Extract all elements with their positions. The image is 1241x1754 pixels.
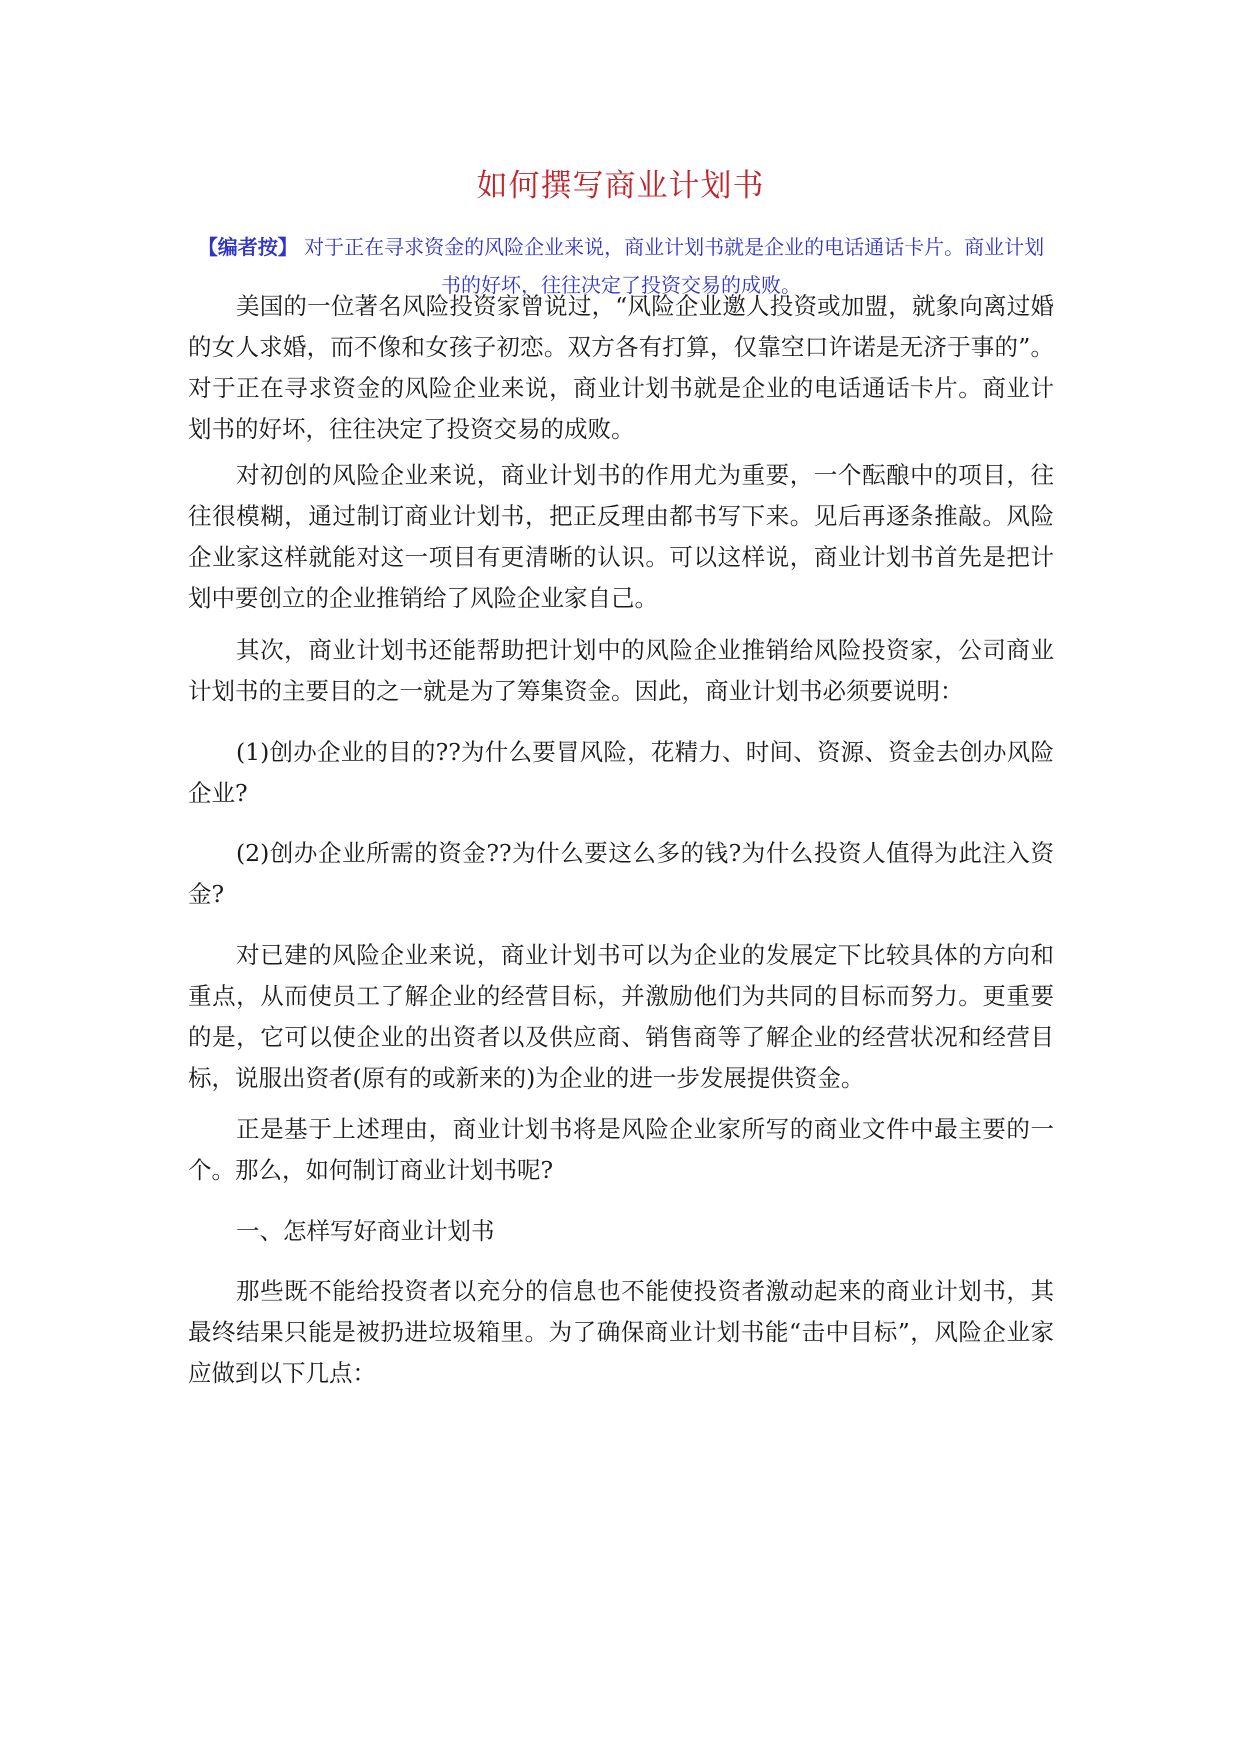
paragraph-point-1: (1)创办企业的目的??为什么要冒风险，花精力、时间、资源、资金去创办风险企业? <box>188 738 1054 807</box>
editor-note-text: 对于正在寻求资金的风险企业来说，商业计划书就是企业的电话通话卡片。商业计划书的好坏，往往决定了投资交易的成败。 <box>304 235 1045 297</box>
paragraph-established: 对已建的风险企业来说，商业计划书可以为企业的发展定下比较具体的方向和重点，从而使员工了解企业的经营目标，并激励他们为共同的目标而努力。更重要的是，它可以使企业的出资者以及供应商、销售商等了解企业的经营状况和经营目标，说服出资者(原有的或新来的)为企业的进一步发展提供资金。 <box>188 941 1054 1092</box>
editor-note-tag: 【编者按】 <box>197 235 298 259</box>
paragraph-intro: 美国的一位著名风险投资家曾说过，“风险企业邀人投资或加盟，就象向离过婚的女人求婚，而不像和女孩子初恋。双方各有打算，仅靠空口许诺是无济于事的”。对于正在寻求资金的风险企业来说，商业计划书就是企业的电话通话卡片。商业计划书的好坏，往往决定了投资交易的成败。 <box>188 292 1054 443</box>
section-heading-1: 一、怎样写好商业计划书 <box>236 1217 495 1245</box>
paragraph-second: 其次，商业计划书还能帮助把计划中的风险企业推销给风险投资家，公司商业计划书的主要目的之一就是为了筹集资金。因此，商业计划书必须要说明： <box>188 636 1054 705</box>
document-title: 如何撰写商业计划书 <box>476 168 765 204</box>
paragraph-conclusion: 正是基于上述理由，商业计划书将是风险企业家所写的商业文件中最主要的一个。那么，如何制订商业计划书呢? <box>188 1115 1054 1184</box>
paragraph-startup: 对初创的风险企业来说，商业计划书的作用尤为重要，一个酝酿中的项目，往往很模糊，通过制订商业计划书，把正反理由都书写下来。见后再逐条推敲。风险企业家这样就能对这一项目有更清晰的认识。可以这样说，商业计划书首先是把计划中要创立的企业推销给了风险企业家自己。 <box>188 461 1054 612</box>
paragraph-section-1: 那些既不能给投资者以充分的信息也不能使投资者激动起来的商业计划书，其最终结果只能是被扔进垃圾箱里。为了确保商业计划书能“击中目标”，风险企业家应做到以下几点： <box>188 1277 1054 1387</box>
paragraph-point-2: (2)创办企业所需的资金??为什么要这么多的钱?为什么投资人值得为此注入资金? <box>188 839 1054 908</box>
